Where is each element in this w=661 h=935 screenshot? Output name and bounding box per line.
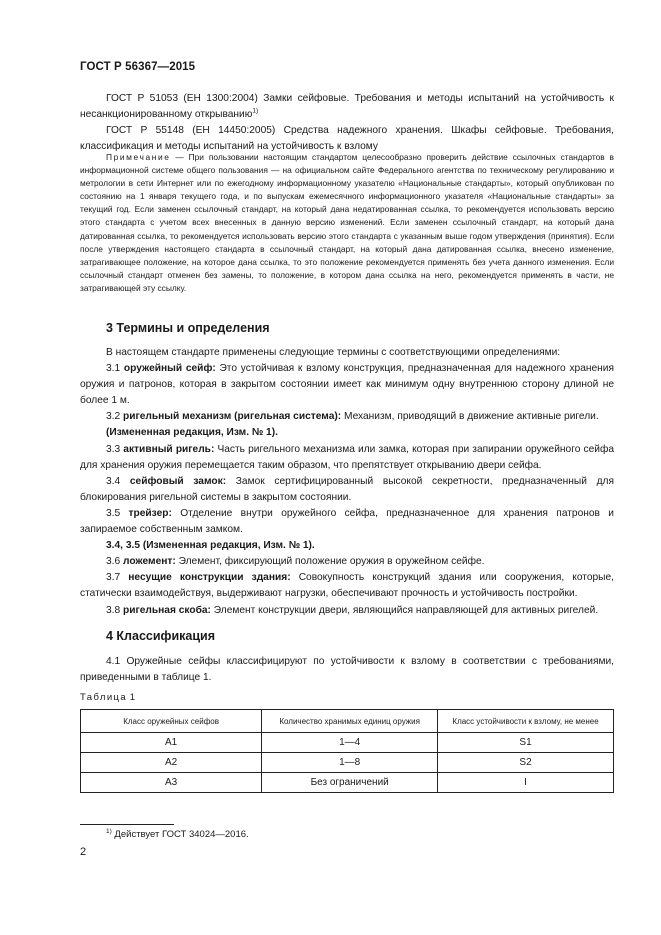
table-row	[81, 733, 614, 753]
table-cell: S1	[438, 733, 614, 753]
term-3-6: 3.6 ложемент: Элемент, фиксирующий положение оружия в оружейном сейфе.	[106, 556, 485, 568]
term-3-3: 3.3 активный ригель: Часть ригельного механизма или замка, которая при запирании оружейного сейфа для хранения оружия перемещается таким образом, что препятствует открыванию двери сейфа.	[80, 443, 614, 471]
table-cell: I	[438, 773, 614, 793]
amendment-note-1: (Измененная редакция, Изм. № 1).	[106, 427, 278, 439]
table-header-cell: Класс устойчивости к взлому, не менее	[438, 710, 614, 733]
section-3-intro: В настоящем стандарте применены следующие термины с соответствующими определениями:	[106, 347, 561, 358]
table-cell: 1—4	[262, 733, 438, 753]
note-text: — При пользовании настоящим стандартом целесообразно проверить действие ссылочных стандартов в информационной системе общего пользования — на официальном сайте Федерального агентства по техническому регулированию и метрологии в сети Интернет или по ежегодному информационному указателю «Национальные стандарты», который опубликован по состоянию на 1 января текущего года, и по выпускам ежемесячного информационного указателя «Национальные стандарты» за текущий год. Если заменен ссылочный стандарт, на который дана недатированная ссылка, то рекомендуется использовать версию этого стандарта с учетом всех внесенных в данную версию изменений. Если заменен ссылочный стандарт, на который дана датированная ссылка, то рекомендуется использовать версию этого стандарта с указанным выше годом утверждения (принятия). Если после утверждения настоящего стандарта в ссылочный стандарт, на который дана датированная ссылка, внесено изменение, затрагивающее положение, на которое дана ссылка, то это положение рекомендуется применять без учета данного изменения. Если ссылочный стандарт отменен без замены, то положение, в котором дана ссылка на него, рекомендуется применять в части, не затрагивающей эту ссылку.	[80, 152, 614, 293]
classification-table	[80, 709, 614, 793]
table-header-cell: Класс оружейных сейфов	[81, 710, 262, 733]
footnote	[106, 829, 249, 840]
footnote-text: Действует ГОСТ 34024—2016.	[111, 829, 249, 840]
section-4-paragraph: 4.1 Оружейные сейфы классифицируют по устойчивости к взлому в соответствии с требованиями, приведенными в таблице 1.	[80, 656, 614, 684]
term-3-8: 3.8 ригельная скоба: Элемент конструкции двери, являющийся направляющей для активных ригелей.	[106, 604, 599, 616]
term-3-7: 3.7 несущие конструкции здания: Совокупность конструкций здания или сооружения, которые, статически взаимодействуя, выдерживают нагрузки, обеспечивают прочность и устойчивость постройки.	[80, 572, 615, 600]
section-4-body	[80, 654, 614, 686]
reference-gost-51053: ГОСТ Р 51053 (ЕН 1300:2004) Замки сейфовые. Требования и методы испытаний на устойчивость к несанкционированному открыванию$^{1)}$	[80, 93, 614, 121]
footnote-marker: 1)	[252, 107, 259, 115]
table-header-cell: Количество хранимых единиц оружия	[262, 710, 438, 733]
normative-references	[80, 91, 614, 155]
table-row	[81, 753, 614, 773]
section-3-heading: 3 Термины и определения	[106, 321, 270, 335]
footnote-marker: 1)	[106, 827, 112, 835]
table-cell: А2	[81, 753, 262, 773]
note-label: Примечание	[106, 152, 171, 162]
table-header-row	[81, 710, 614, 733]
term-3-5: 3.5 трейзер: Отделение внутри оружейного сейфа, предназначенное для хранения патронов и запираемое собственным замком.	[80, 507, 614, 536]
note-paragraph	[80, 151, 614, 295]
section-3-body	[80, 345, 614, 619]
section-4-heading: 4 Классификация	[106, 629, 216, 643]
page-number: 2	[80, 846, 87, 858]
term-3-1: 3.1 оружейный сейф: Это устойчивая к взлому конструкция, предназначенная для надежного хранения оружия и патронов, которая в закрытом состоянии имеет как минимум одну внутреннюю сторону длиной не более 1 м.	[80, 363, 614, 407]
term-3-4: 3.4 сейфовый замок: Замок сертифицированный высокой секретности, предназначенный для блокирования ригельной системы в закрытом состоянии.	[80, 475, 614, 503]
table-row	[81, 773, 614, 793]
document-header: ГОСТ Р 56367—2015	[80, 61, 196, 73]
footnote-divider	[80, 824, 174, 825]
table-cell: Без ограничений	[262, 773, 438, 793]
amendment-note-2: 3.4, 3.5 (Измененная редакция, Изм. № 1).	[106, 540, 315, 552]
table-caption: Таблица 1	[80, 692, 135, 703]
table-cell: S2	[438, 753, 614, 773]
table-cell: 1—8	[262, 753, 438, 773]
table-cell: А3	[81, 773, 262, 793]
reference-gost-55148: ГОСТ Р 55148 (ЕН 14450:2005) Средства надежного хранения. Шкафы сейфовые. Требования, классификация и методы испытаний на устойчивость к взлому	[80, 125, 614, 153]
table-cell: А1	[81, 733, 262, 753]
term-3-2: 3.2 ригельный механизм (ригельная система): Механизм, приводящий в движение активные ригели.	[106, 411, 599, 423]
